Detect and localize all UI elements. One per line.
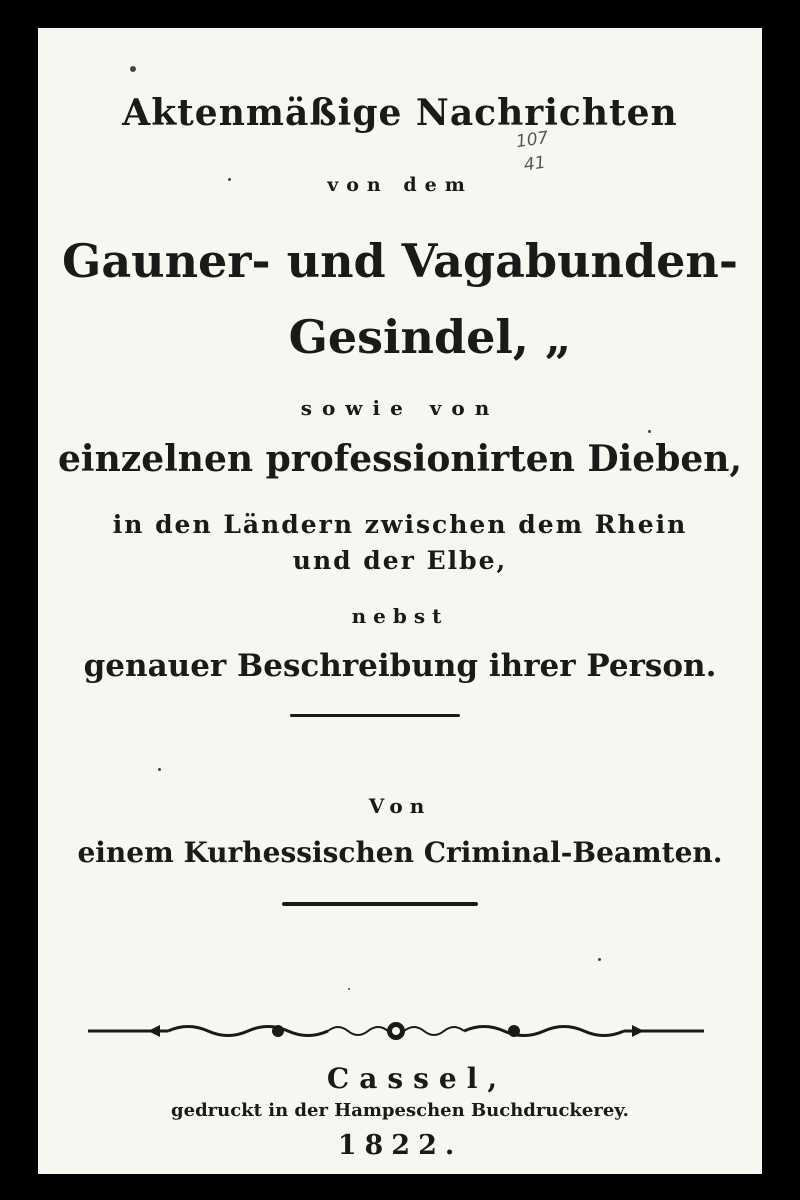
ink-speck xyxy=(348,988,350,990)
line-gesindel: Gesindel, „ xyxy=(288,310,572,364)
line-von: Von xyxy=(368,794,432,818)
line-und-der-elbe: und der Elbe, xyxy=(292,546,508,575)
divider-rule xyxy=(282,902,478,906)
line-genauer: genauer Beschreibung ihrer Person. xyxy=(83,648,717,684)
handwritten-shelfmark-top: 107 xyxy=(514,127,550,153)
ink-speck xyxy=(648,430,651,433)
title-line: Aktenmäßige Nachrichten xyxy=(122,92,678,134)
line-gauner: Gauner- und Vagabunden- xyxy=(62,234,738,288)
ink-speck xyxy=(130,66,136,72)
printer-line: gedruckt in der Hampeschen Buchdruckerey. xyxy=(171,1100,629,1121)
publication-year: 1822. xyxy=(337,1130,463,1161)
line-von-dem: von dem xyxy=(327,174,473,196)
line-nebst: nebst xyxy=(351,604,449,628)
ornamental-border xyxy=(88,1018,704,1044)
ink-speck xyxy=(158,768,161,771)
title-page xyxy=(38,28,762,1174)
ink-speck xyxy=(598,958,601,961)
line-einzelnen: einzelnen professionirten Dieben, xyxy=(58,438,742,480)
author-line: einem Kurhessischen Criminal-Beamten. xyxy=(77,836,723,869)
line-sowie-von: sowie von xyxy=(300,396,500,420)
place-of-publication: Cassel, xyxy=(326,1062,508,1095)
line-in-den-laendern: in den Ländern zwischen dem Rhein xyxy=(112,510,688,539)
ink-speck xyxy=(228,178,231,181)
divider-rule xyxy=(290,714,460,717)
handwritten-shelfmark-bottom: 41 xyxy=(522,152,547,176)
